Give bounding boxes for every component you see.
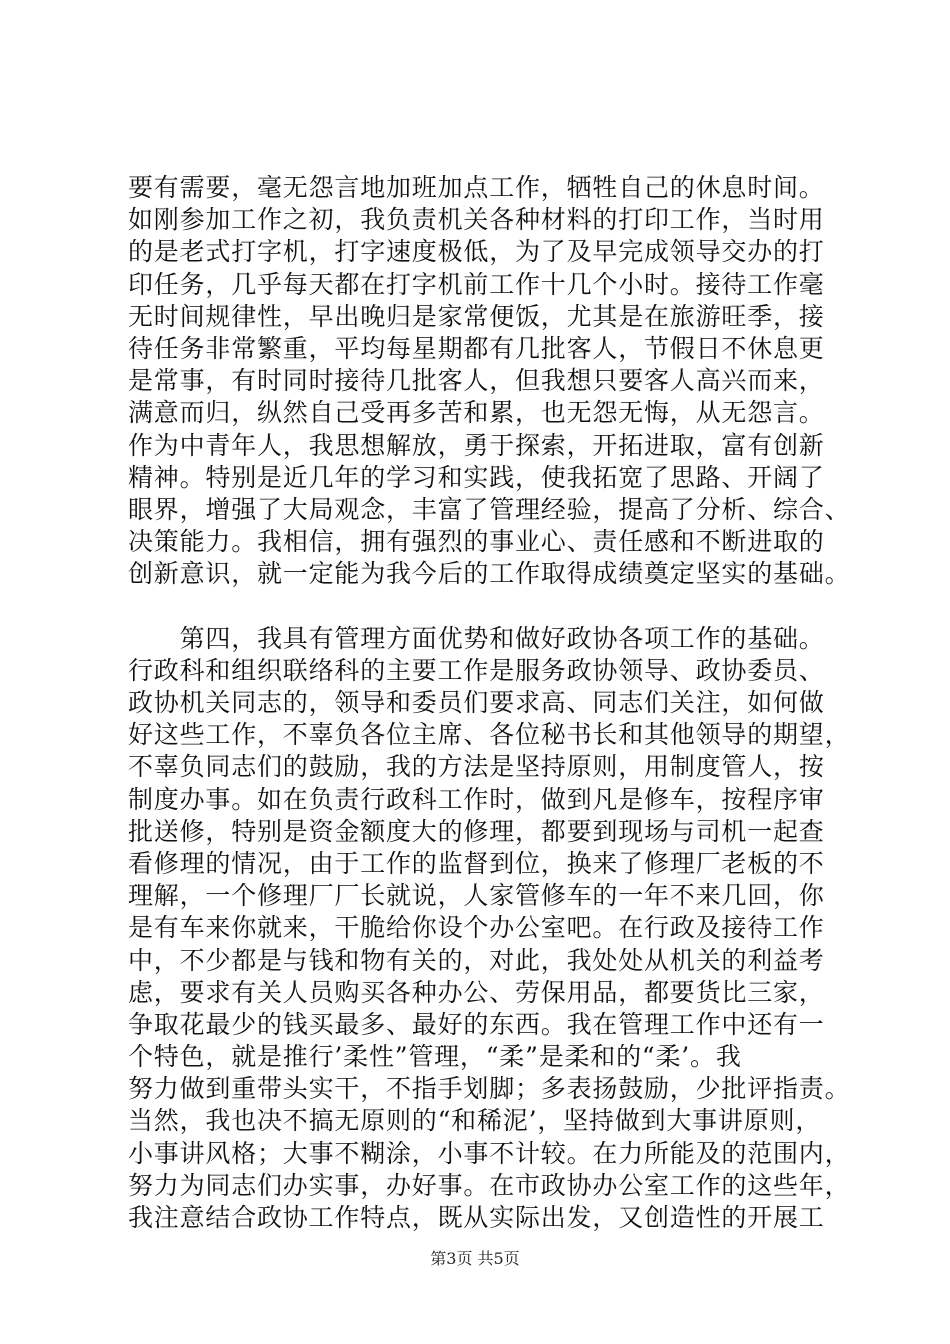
text-line: 努力做到重带头实干，不指手划脚；多表扬鼓励，少批评指责。 <box>128 1074 851 1104</box>
paragraph-2 <box>128 623 851 1235</box>
text-line: 批送修，特别是资金额度大的修理，都要到现场与司机一起查 <box>128 816 825 846</box>
text-line: 满意而归，纵然自己受再多苦和累，也无怨无悔，从无怨言。 <box>128 398 825 428</box>
text-line: 中，不少都是与钱和物有关的，对此，我处处从机关的利益考 <box>128 945 825 975</box>
body-text <box>128 172 851 1234</box>
text-line: 看修理的情况，由于工作的监督到位，换来了修理厂老板的不 <box>128 848 825 878</box>
text-line: 是有车来你就来，干脆给你设个办公室吧。在行政及接待工作 <box>128 913 825 943</box>
text-line: 精神。特别是近几年的学习和实践，使我拓宽了思路、开阔了 <box>128 462 825 492</box>
text-line: 无时间规律性，早出晚归是家常便饭，尤其是在旅游旺季，接 <box>128 301 825 331</box>
text-line: 如刚参加工作之初，我负责机关各种材料的打印工作，当时用 <box>128 205 825 235</box>
text-line: 政协机关同志的，领导和委员们要求高、同志们关注，如何做 <box>128 688 825 717</box>
text-line: 个特色，就是推行’柔性”管理，“柔”是柔和的“柔’。我 <box>128 1042 742 1072</box>
text-line: 决策能力。我相信，拥有强烈的事业心、责任感和不断进取的 <box>128 527 825 557</box>
text-line: 不辜负同志们的鼓励，我的方法是坚持原则，用制度管人，按 <box>128 752 825 782</box>
text-line: 好这些工作，不辜负各位主席、各位秘书长和其他领导的期望， <box>128 720 851 750</box>
paragraph-1 <box>128 172 851 590</box>
text-line: 行政科和组织联络科的主要工作是服务政协领导、政协委员、 <box>128 655 825 685</box>
text-line: 小事讲风格；大事不糊涂，小事不计较。在力所能及的范围内， <box>128 1138 851 1168</box>
text-line: 第四，我具有管理方面优势和做好政协各项工作的基础。 <box>128 623 825 653</box>
text-line: 争取花最少的钱买最多、最好的东西。我在管理工作中还有一 <box>128 1009 825 1039</box>
paragraph-gap <box>128 590 828 622</box>
text-line: 创新意识，就一定能为我今后的工作取得成绩奠定坚实的基础。 <box>128 559 851 589</box>
text-line: 要有需要，毫无怨言地加班加点工作，牺牲自己的休息时间。 <box>128 173 825 202</box>
text-line: 当然，我也决不搞无原则的“和稀泥’，坚持做到大事讲原则， <box>128 1106 822 1136</box>
page-footer: 第3页 共5页 <box>430 1249 520 1268</box>
text-line: 理解，一个修理厂厂长就说，人家管修车的一年不来几回，你 <box>128 881 825 911</box>
text-line: 我注意结合政协工作特点，既从实际出发，又创造性的开展工 <box>128 1203 825 1232</box>
text-line: 待任务非常繁重，平均每星期都有几批客人，节假日不休息更 <box>128 333 825 363</box>
text-line: 努力为同志们办实事，办好事。在市政协办公室工作的这些年， <box>128 1170 851 1200</box>
text-line: 眼界，增强了大局观念，丰富了管理经验，提高了分析、综合、 <box>128 494 851 524</box>
text-line: 制度办事。如在负责行政科工作时，做到凡是修车，按程序审 <box>128 784 825 814</box>
text-line: 作为中青年人，我思想解放，勇于探索，开拓进取，富有创新 <box>128 430 825 460</box>
text-line: 印任务，几乎每天都在打字机前工作十几个小时。接待工作毫 <box>128 269 825 299</box>
text-line: 是常事，有时同时接待几批客人，但我想只要客人高兴而来， <box>128 366 825 396</box>
text-line: 虑，要求有关人员购买各种办公、劳保用品，都要货比三家， <box>128 977 825 1007</box>
text-line: 的是老式打字机，打字速度极低，为了及早完成领导交办的打 <box>128 237 825 267</box>
